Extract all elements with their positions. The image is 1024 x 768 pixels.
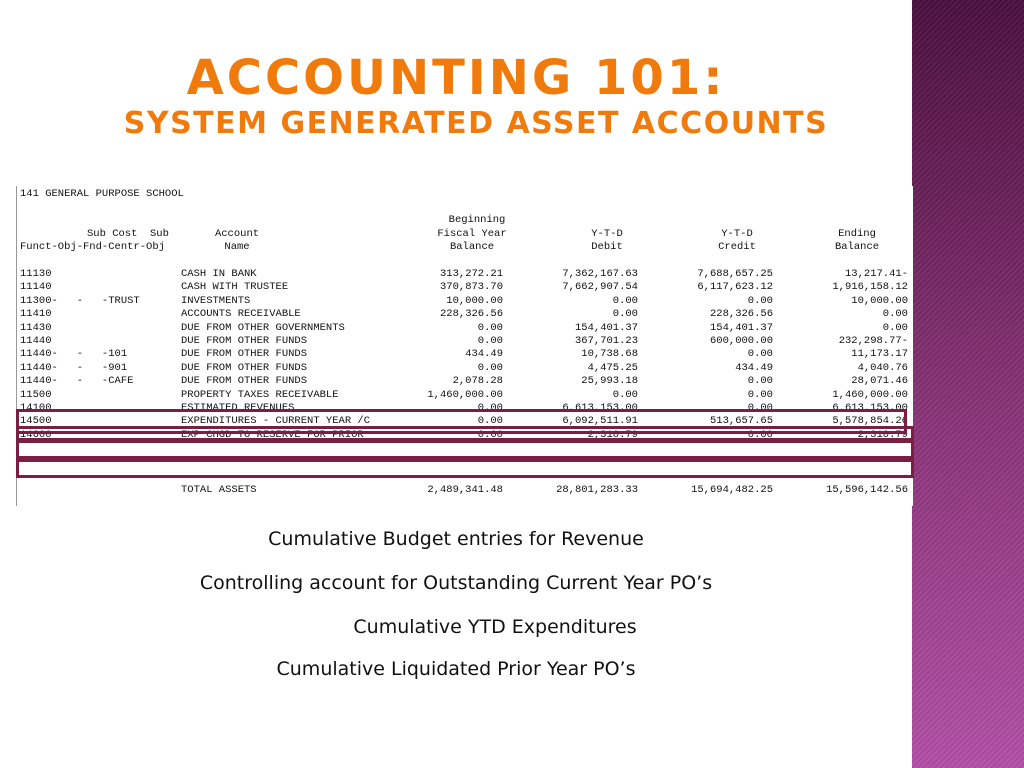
- row-debit: 367,701.23: [574, 335, 638, 347]
- row-credit: 228,326.56: [709, 308, 773, 321]
- total-debit: 28,801,283.33: [556, 484, 638, 496]
- row-credit: 600,000.00: [709, 335, 773, 347]
- row-credit: 0.00: [747, 402, 773, 414]
- row-name: INVESTMENTS: [181, 294, 251, 307]
- header-beginning-3: Balance: [449, 241, 495, 253]
- row-debit: 154,401.37: [574, 321, 638, 334]
- row-code: 11440- - -901: [20, 361, 128, 374]
- header-debit-2: Y-T-D: [591, 228, 623, 240]
- row-ending: 6,613,153.00: [832, 402, 908, 414]
- row-name: CASH IN BANK: [181, 268, 257, 280]
- row-credit: 154,401.37: [709, 321, 773, 334]
- row-debit: 6,613,153.00: [562, 402, 638, 414]
- row-credit: 0.00: [747, 375, 773, 388]
- row-ending: 1,460,000.00: [832, 388, 908, 401]
- row-ending: 1,916,158.12: [832, 281, 908, 294]
- row-beginning: 228,326.56: [439, 308, 503, 321]
- row-ending: 0.00: [882, 308, 908, 321]
- row-ending: 13,217.41-: [844, 268, 908, 280]
- row-debit: 7,362,167.63: [562, 268, 638, 280]
- row-ending: 4,040.76: [857, 361, 908, 374]
- row-name: EXP CHGD TO RESERVE FOR PRIOR: [181, 428, 364, 441]
- row-ending: 11,173.17: [851, 348, 908, 361]
- row-code: 11440: [20, 335, 52, 347]
- caption-prior-year-pos: Cumulative Liquidated Prior Year PO’s: [276, 658, 636, 680]
- row-code: 11140: [20, 281, 52, 294]
- total-label: TOTAL ASSETS: [181, 484, 257, 496]
- row-code: 11440- - -CAFE: [20, 375, 134, 388]
- caption-ytd-expenditures: Cumulative YTD Expenditures: [353, 616, 637, 638]
- row-debit: 4,475.25: [587, 361, 638, 374]
- row-beginning: 370,873.70: [439, 281, 503, 294]
- header-account-3: Name: [224, 241, 250, 253]
- row-beginning: 1,460,000.00: [427, 388, 503, 401]
- row-credit: 6,117,623.12: [697, 281, 773, 294]
- row-credit: 0.00: [747, 388, 773, 401]
- row-beginning: 2,078.28: [452, 375, 503, 388]
- row-name: DUE FROM OTHER FUNDS: [181, 335, 308, 347]
- header-account-2: Account: [214, 228, 260, 240]
- row-code: 14600: [20, 428, 52, 441]
- header-beginning-1: Beginning: [448, 214, 506, 226]
- row-credit: 434.49: [735, 361, 773, 374]
- row-beginning: 0.00: [477, 415, 503, 428]
- total-beginning: 2,489,341.48: [427, 484, 503, 496]
- row-debit: 6,092,511.91: [562, 415, 638, 428]
- row-ending: 5,578,854.26: [832, 415, 908, 428]
- header-debit-3: Debit: [591, 241, 623, 253]
- row-credit: 513,657.65: [709, 415, 773, 428]
- row-credit: 7,688,657.25: [697, 268, 773, 280]
- row-debit: 0.00: [612, 388, 638, 401]
- row-debit: 0.00: [612, 308, 638, 321]
- caption-controlling-account: Controlling account for Outstanding Current Year PO’s: [199, 572, 713, 594]
- row-beginning: 0.00: [477, 321, 503, 334]
- row-beginning: 10,000.00: [446, 294, 503, 307]
- row-debit: 10,738.68: [581, 348, 638, 361]
- row-debit: 25,993.18: [581, 375, 638, 388]
- row-debit: 7,662,907.54: [562, 281, 638, 294]
- row-code: 11130: [20, 268, 52, 280]
- title-line-1: ACCOUNTING 101:: [186, 50, 726, 106]
- row-code: 14100: [20, 402, 52, 414]
- row-code: 11410: [20, 308, 52, 321]
- total-ending: 15,596,142.56: [826, 484, 908, 496]
- row-name: ESTIMATED REVENUES: [181, 402, 295, 414]
- row-beginning: 0.00: [477, 361, 503, 374]
- row-debit: 0.00: [612, 294, 638, 307]
- row-credit: 0.00: [747, 348, 773, 361]
- row-ending: 10,000.00: [851, 294, 908, 307]
- decorative-sidebar: [912, 0, 1024, 768]
- row-name: DUE FROM OTHER FUNDS: [181, 375, 308, 388]
- row-ending: 2,310.79: [857, 428, 908, 441]
- row-ending: 28,071.46: [851, 375, 908, 388]
- row-debit: 2,310.79: [587, 428, 638, 441]
- row-code: 11500: [20, 388, 52, 401]
- row-name: DUE FROM OTHER FUNDS: [181, 348, 308, 361]
- row-credit: 0.00: [747, 428, 773, 441]
- header-code-2: Sub Cost Sub: [87, 228, 169, 240]
- total-credit: 15,694,482.25: [691, 484, 773, 496]
- header-beginning-2: Fiscal Year: [437, 228, 507, 240]
- header-code-3: Funct-Obj-Fnd-Centr-Obj: [20, 241, 165, 253]
- caption-budget-revenue: Cumulative Budget entries for Revenue: [268, 528, 644, 550]
- row-credit: 0.00: [747, 294, 773, 307]
- row-code: 11440- - -101: [20, 348, 128, 361]
- row-name: DUE FROM OTHER FUNDS: [181, 361, 308, 374]
- row-code: 14500: [20, 415, 52, 428]
- row-name: DUE FROM OTHER GOVERNMENTS: [181, 321, 345, 334]
- row-code: 11300- - -TRUST: [20, 294, 140, 307]
- row-code: 11430: [20, 321, 52, 334]
- row-name: ACCOUNTS RECEIVABLE: [181, 308, 301, 321]
- row-beginning: 434.49: [465, 348, 503, 361]
- row-ending: 232,298.77-: [838, 335, 908, 347]
- row-beginning: 0.00: [477, 335, 503, 347]
- school-name: 141 GENERAL PURPOSE SCHOOL: [20, 188, 184, 200]
- asset-accounts-report: [16, 186, 913, 506]
- header-credit-2: Y-T-D: [721, 228, 753, 240]
- header-ending-3: Balance: [834, 241, 880, 253]
- title-line-2: SYSTEM GENERATED ASSET ACCOUNTS: [123, 106, 829, 141]
- row-ending: 0.00: [882, 321, 908, 334]
- header-ending-2: Ending: [838, 228, 876, 240]
- row-name: EXPENDITURES - CURRENT YEAR /C: [181, 415, 371, 428]
- slide-title: [0, 50, 912, 142]
- row-name: PROPERTY TAXES RECEIVABLE: [181, 388, 339, 401]
- row-beginning: 0.00: [477, 428, 503, 441]
- row-beginning: 0.00: [477, 402, 503, 414]
- row-beginning: 313,272.21: [439, 268, 503, 280]
- header-credit-3: Credit: [718, 241, 756, 253]
- row-name: CASH WITH TRUSTEE: [181, 281, 289, 294]
